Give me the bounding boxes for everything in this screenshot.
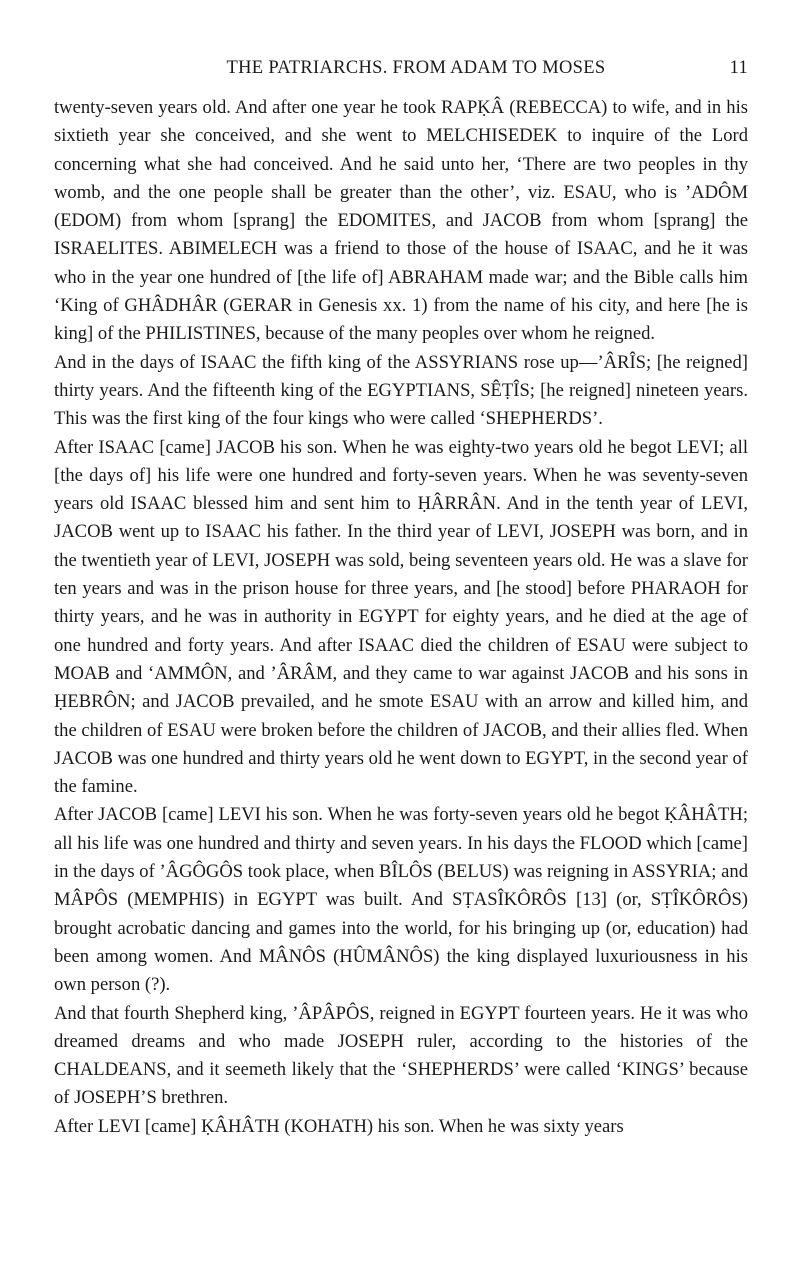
paragraph: After LEVI [came] ḲÂHÂTH (KOHATH) his son. When he was sixty years <box>54 1115 624 1137</box>
running-head <box>54 58 748 79</box>
running-title: THE PATRIARCHS. FROM ADAM TO MOSES <box>226 58 606 78</box>
paragraph: And in the days of ISAAC the fifth king of the ASSYRIANS rose up—’ÂRÎS; [he reigned] thirty years. And the fifteenth king of the EGYPTIANS, SÊṬÎS; [he reigned] nineteen years. This was the first king of the four kings who were called ‘SHEPHERDS’. <box>54 351 748 430</box>
paragraph: twenty-seven years old. And after one year he took RAPḲÂ (REBECCA) to wife, and in his sixtieth year she conceived, and she went to MELCHISEDEK to inquire of the Lord concerning what she had conceived. And he said unto her, ‘There are two peoples in thy womb, and the one people shall be greater than the other’, viz. ESAU, who is ’ADÔM (EDOM) from whom [sprang] the EDOMITES, and JACOB from whom [sprang] the ISRAELITES. ABIMELECH was a friend to those of the house of ISAAC, and he it was who in the year one hundred of [the life of] ABRAHAM made war; and the Bible calls him ‘King of GHÂDHÂR (GERAR in Genesis xx. 1) from the name of his city, and here [he is king] of the PHILISTINES, because of the many peoples over whom he reigned. <box>54 97 748 345</box>
paragraph: And that fourth Shepherd king, ’ÂPÂPÔS, reigned in EGYPT fourteen years. He it was who dreamed dreams and who made JOSEPH ruler, according to the histories of the CHALDEANS, and it seemeth likely that the ‘SHEPHERDS’ were called ‘KINGS’ because of JOSEPH’S brethren. <box>54 1002 748 1109</box>
page-number: 11 <box>729 58 748 78</box>
body-text <box>54 94 748 1141</box>
paragraph: After JACOB [came] LEVI his son. When he was forty-seven years old he begot ḲÂHÂTH; all his life was one hundred and thirty and seven years. In his days the FLOOD which [came] in the days of ’ÂGÔGÔS took place, when BÎLÔS (BELUS) was reigning in ASSYRIA; and MÂPÔS (MEMPHIS) in EGYPT was built. And SṬASÎKÔRÔS [13] (or, SṬÎKÔRÔS) brought acrobatic dancing and games into the world, for his bringing up (or, education) had been among women. And MÂNÔS (HÛMÂNÔS) the king displayed luxuriousness in his own person (?). <box>54 804 748 996</box>
paragraph: After ISAAC [came] JACOB his son. When he was eighty-two years old he begot LEVI; all [the days of] his life were one hundred and forty-seven years. When he was seventy-seven years old ISAAC blessed him and sent him to ḤÂRRÂN. And in the tenth year of LEVI, JACOB went up to ISAAC his father. In the third year of LEVI, JOSEPH was born, and in the twentieth year of LEVI, JOSEPH was sold, being seventeen years old. He was a slave for ten years and was in the prison house for three years, and [he stood] before PHARAOH for thirty years, and he was in authority in EGYPT for eighty years, and he died at the age of one hundred and forty years. And after ISAAC died the children of ESAU were subject to MOAB and ‘AMMÔN, and ’ÂRÂM, and they came to war against JACOB and his sons in ḤEBRÔN; and JACOB prevailed, and he smote ESAU with an arrow and killed him, and the children of ESAU were broken before the children of JACOB, and their allies fled. When JACOB was one hundred and thirty years old he went down to EGYPT, in the second year of the famine. <box>54 436 748 798</box>
